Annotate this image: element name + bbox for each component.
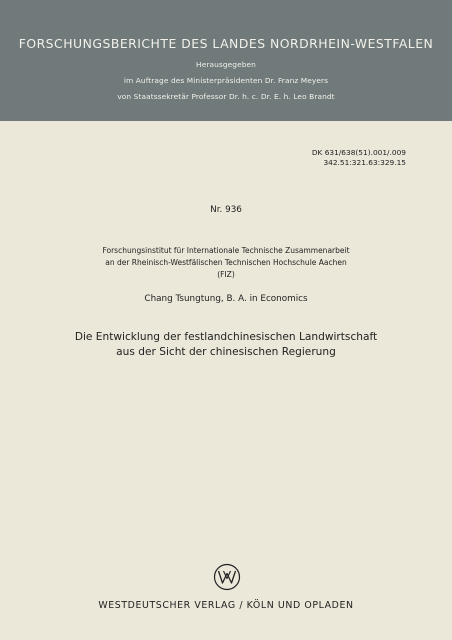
institute-line-2: an der Rheinisch-Westfälischen Technischen Hochschule Aachen <box>105 258 347 267</box>
series-title: FORSCHUNGSBERICHTE DES LANDES NORDRHEIN-WESTFALEN <box>18 36 434 51</box>
classification-code-1: DK 631/638(51).001/.009 <box>311 148 406 157</box>
author: Chang Tsungtung, B. A. in Economics <box>144 294 308 304</box>
publisher-name: WESTDEUTSCHER VERLAG / KÖLN UND OPLADEN <box>98 600 354 611</box>
classification-code-2: 342.51:321.63:329.15 <box>323 158 406 167</box>
report-number: Nr. 936 <box>210 205 242 215</box>
title-line-2: aus der Sicht der chinesischen Regierung <box>116 346 336 358</box>
wv-monogram-icon <box>213 563 241 591</box>
institute-line-3: (FIZ) <box>217 270 235 279</box>
institute-line-1: Forschungsinstitut für Internationale Technische Zusammenarbeit <box>102 246 350 255</box>
title-line-1: Die Entwicklung der festlandchinesischen Landwirtschaft <box>74 331 378 343</box>
editor-line-1: Herausgegeben <box>196 60 256 69</box>
editor-line-3: von Staatssekretär Professor Dr. h. c. Dr. E. h. Leo Brandt <box>117 92 335 101</box>
editor-line-2: im Auftrage des Ministerpräsidenten Dr. Franz Meyers <box>123 76 329 85</box>
header-band <box>0 0 452 121</box>
